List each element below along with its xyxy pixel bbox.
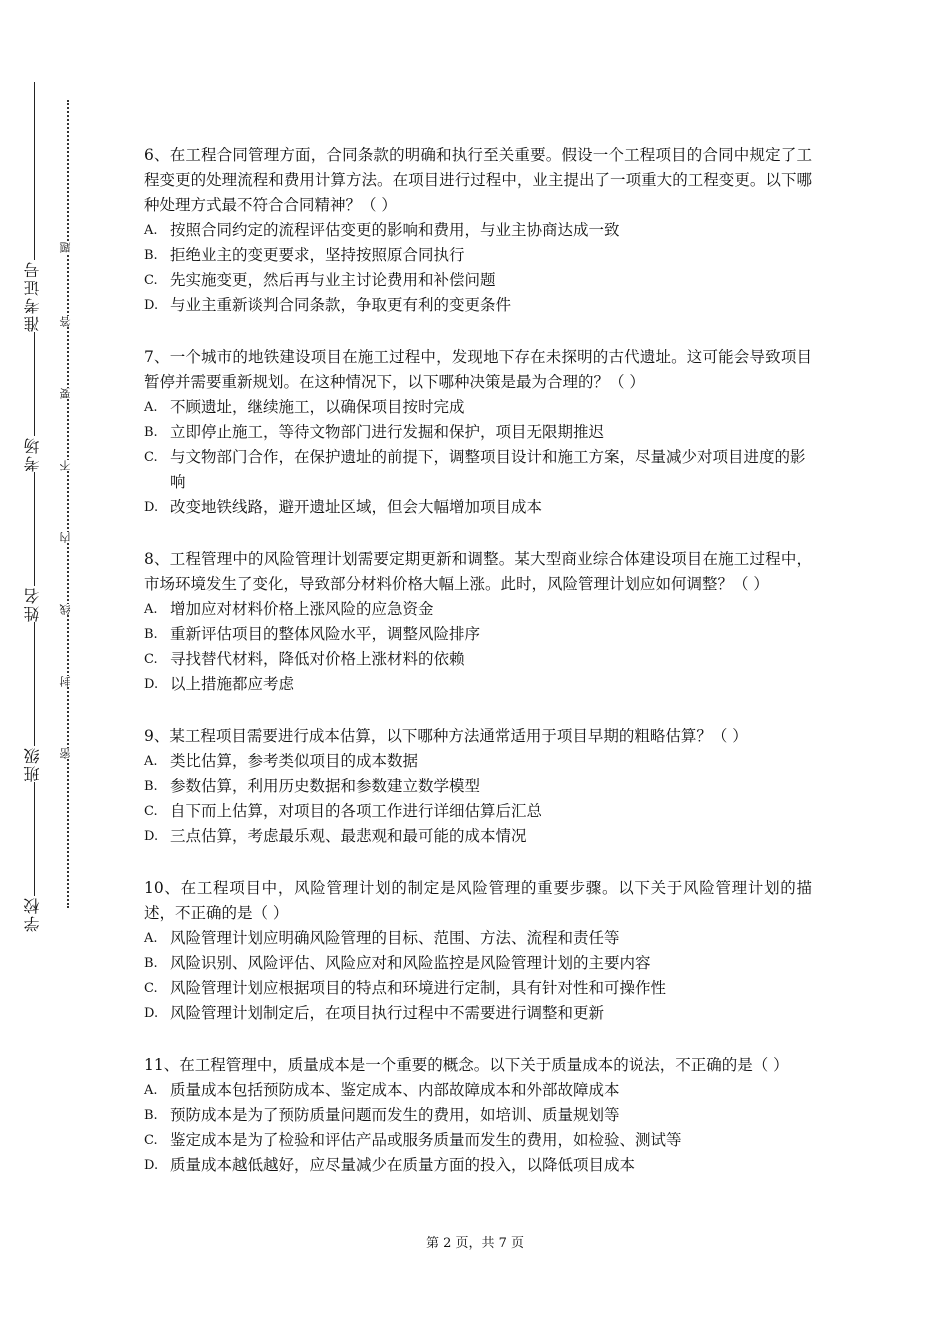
question-stem: 11、在工程管理中，质量成本是一个重要的概念。以下关于质量成本的说法，不正确的是（ ） (144, 1056, 789, 1074)
question-stem: 8、工程管理中的风险管理计划需要定期更新和调整。某大型商业综合体建设项目在施工过程中，市场环境发生了变化，导致部分材料价格大幅上涨。此时，风险管理计划应如何调整？（ ） (144, 550, 812, 593)
option-text: 三点估算，考虑最乐观、最悲观和最可能的成本情况 (170, 827, 527, 845)
option-text: 自下而上估算，对项目的各项工作进行详细估算后汇总 (170, 802, 543, 820)
option (144, 799, 812, 824)
option-letter: A. (144, 754, 158, 769)
option-text: 与文物部门合作，在保护遗址的前提下，调整项目设计和施工方案，尽量减少对项目进度的影响 (170, 448, 806, 491)
field-line (34, 782, 35, 896)
question-stem: 6、在工程合同管理方面，合同条款的明确和执行至关重要。假设一个工程项目的合同中规定了工程变更的处理流程和费用计算方法。在项目进行过程中，业主提出了一项重大的工程变更。以下哪种处理方式最不符合合同精神？（ ） (144, 146, 812, 214)
option (144, 268, 812, 293)
option-text: 质量成本越低越好，应尽量减少在质量方面的投入，以降低项目成本 (170, 1156, 636, 1174)
option-text: 鉴定成本是为了检验和评估产品或服务质量而发生的费用，如检验、测试等 (170, 1131, 682, 1149)
option (144, 495, 812, 520)
option-text: 不顾遗址，继续施工，以确保项目按时完成 (170, 398, 465, 416)
option (144, 1078, 812, 1103)
option-text: 质量成本包括预防成本、鉴定成本、内部故障成本和外部故障成本 (170, 1081, 620, 1099)
option (144, 647, 812, 672)
field-label: 班级 (23, 746, 42, 782)
field-label: 学校 (23, 896, 42, 932)
option-letter: D. (144, 829, 159, 844)
seal-char: 密 (60, 748, 76, 759)
seal-char: 不 (60, 460, 76, 471)
option-letter: C. (144, 652, 158, 667)
seal-char: 要 (60, 388, 76, 399)
field-label: 考场 (23, 436, 42, 472)
option-letter: D. (144, 500, 159, 515)
field-school (18, 782, 48, 932)
option-letter: A. (144, 223, 158, 238)
question (144, 547, 812, 697)
option-text: 与业主重新谈判合同条款，争取更有利的变更条件 (170, 296, 512, 314)
option-text: 以上措施都应考虑 (170, 675, 295, 693)
option-letter: A. (144, 602, 158, 617)
option-text: 类比估算，参考类似项目的成本数据 (170, 752, 419, 770)
option-text: 按照合同约定的流程评估变更的影响和费用，与业主协商达成一致 (170, 221, 620, 239)
seal-char: 封 (60, 676, 76, 687)
option (144, 672, 812, 697)
option-letter: B. (144, 248, 158, 263)
page-number-footer: 第 2 页，共 7 页 (425, 1236, 525, 1251)
option (144, 1153, 812, 1178)
option-text: 风险管理计划应根据项目的特点和环境进行定制，具有针对性和可操作性 (170, 979, 667, 997)
option (144, 1103, 812, 1128)
option (144, 749, 812, 774)
option-letter: D. (144, 298, 159, 313)
option-letter: B. (144, 425, 158, 440)
seal-char: 题 (60, 242, 76, 253)
option-letter: A. (144, 931, 158, 946)
option-letter: C. (144, 804, 158, 819)
option-text: 立即停止施工，等待文物部门进行发掘和保护，项目无限期推迟 (170, 423, 605, 441)
field-label: 准考证号 (23, 260, 42, 332)
option (144, 218, 812, 243)
field-label: 姓名 (23, 586, 42, 622)
binding-margin-fields (18, 82, 48, 932)
option (144, 445, 812, 495)
question (144, 876, 812, 1026)
option (144, 395, 812, 420)
field-exam-number (18, 82, 48, 332)
option-letter: D. (144, 677, 159, 692)
option-text: 重新评估项目的整体风险水平，调整风险排序 (170, 625, 481, 643)
question-stem: 9、某工程项目需要进行成本估算，以下哪种方法通常适用于项目早期的粗略估算？（ ） (144, 727, 748, 745)
option-text: 改变地铁线路，避开遗址区域，但会大幅增加项目成本 (170, 498, 543, 516)
option-letter: C. (144, 981, 158, 996)
field-name (18, 472, 48, 622)
field-line (34, 622, 35, 746)
dotted-line (67, 100, 69, 908)
field-exam-room (18, 332, 48, 472)
question (144, 143, 812, 318)
option-text: 风险识别、风险评估、风险应对和风险监控是风险管理计划的主要内容 (170, 954, 651, 972)
question (144, 345, 812, 520)
seal-char: 线 (60, 604, 76, 615)
option (144, 951, 812, 976)
field-line (34, 82, 35, 260)
option-text: 参数估算，利用历史数据和参数建立数学模型 (170, 777, 481, 795)
seal-char: 内 (60, 532, 76, 543)
option (144, 774, 812, 799)
option-text: 风险管理计划应明确风险管理的目标、范围、方法、流程和责任等 (170, 929, 620, 947)
option (144, 926, 812, 951)
option (144, 622, 812, 647)
option-text: 预防成本是为了预防质量问题而发生的费用，如培训、质量规划等 (170, 1106, 620, 1124)
option (144, 1001, 812, 1026)
option-letter: C. (144, 273, 158, 288)
option (144, 824, 812, 849)
option-text: 寻找替代材料，降低对价格上涨材料的依赖 (170, 650, 465, 668)
option-letter: C. (144, 450, 158, 465)
option-letter: A. (144, 1083, 158, 1098)
question (144, 724, 812, 849)
option-text: 拒绝业主的变更要求，坚持按照原合同执行 (170, 246, 465, 264)
seal-line (60, 100, 76, 908)
option (144, 420, 812, 445)
option (144, 293, 812, 318)
option-text: 先实施变更，然后再与业主讨论费用和补偿问题 (170, 271, 496, 289)
option (144, 597, 812, 622)
option (144, 243, 812, 268)
option-letter: B. (144, 779, 158, 794)
option-letter: A. (144, 400, 158, 415)
option-letter: B. (144, 627, 158, 642)
option-letter: B. (144, 956, 158, 971)
question (144, 1053, 812, 1178)
field-line (34, 332, 35, 436)
option (144, 1128, 812, 1153)
option-letter: D. (144, 1006, 159, 1021)
question-list (144, 143, 812, 1205)
seal-char: 答 (60, 316, 76, 327)
option-text: 增加应对材料价格上涨风险的应急资金 (170, 600, 434, 618)
field-class (18, 622, 48, 782)
option-letter: B. (144, 1108, 158, 1123)
option-letter: D. (144, 1158, 159, 1173)
field-line (34, 472, 35, 586)
question-stem: 10、在工程项目中，风险管理计划的制定是风险管理的重要步骤。以下关于风险管理计划的描述，不正确的是（ ） (144, 879, 812, 922)
question-stem: 7、一个城市的地铁建设项目在施工过程中，发现地下存在未探明的古代遗址。这可能会导致项目暂停并需要重新规划。在这种情况下，以下哪种决策是最为合理的？（ ） (144, 348, 812, 391)
option-letter: C. (144, 1133, 158, 1148)
option (144, 976, 812, 1001)
option-text: 风险管理计划制定后，在项目执行过程中不需要进行调整和更新 (170, 1004, 605, 1022)
